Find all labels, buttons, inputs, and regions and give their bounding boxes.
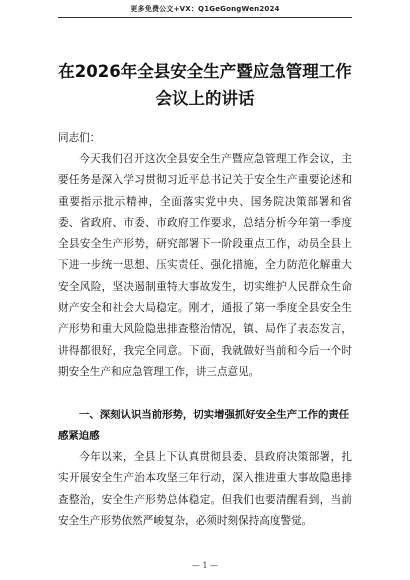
paragraph-opening: 今天我们召开这次全县安全生产暨应急管理工作会议，主要任务是深入学习贯彻习近平总书记关于安全生产重要论述和重要指示批示精神，全面落实党中央、国务院决策部署和省委、省政府、市委、市政府工作要求，总结分析今年第一季度全县安全生产形势，研究部署下一阶段重点工作，动员全县上下进一步统一思想、压实责任、强化措施，全力防范化解重大安全风险，坚决遏制重特大事故发生，切实维护人民群众生命财产安全和社会大局稳定。刚才，通报了第一季度全县安全生产形势和重大风险隐患排查整治情况，镇、局作了表态发言，讲得都很好，我完全同意。下面，我就做好当前和今后一个时期安全生产和应急管理工作，讲三点意见。 <box>58 153 352 378</box>
header-divider <box>58 17 352 18</box>
section-heading-1: 一、深刻认识当前形势，切实增强抓好安全生产工作的责任感紧迫感 <box>58 409 350 443</box>
page-number: — 1 — <box>191 561 219 570</box>
salutation: 同志们： <box>58 132 101 144</box>
document-title: 在2026年全县安全生产暨应急管理工作会议上的讲话 <box>58 62 352 108</box>
header-promo-text: 更多免费公文+VX：Q1GeGongWen2024 <box>130 5 280 13</box>
paragraph-section-1: 今年以来，全县上下认真贯彻县委、县政府决策部署，扎实开展安全生产治本攻坚三年行动，深入推进重大事故隐患排查整治，安全生产形势总体稳定。但我们也要清醒看到，当前安全生产形势依然严峻复杂，必须时刻保持高度警觉。 <box>58 451 352 527</box>
